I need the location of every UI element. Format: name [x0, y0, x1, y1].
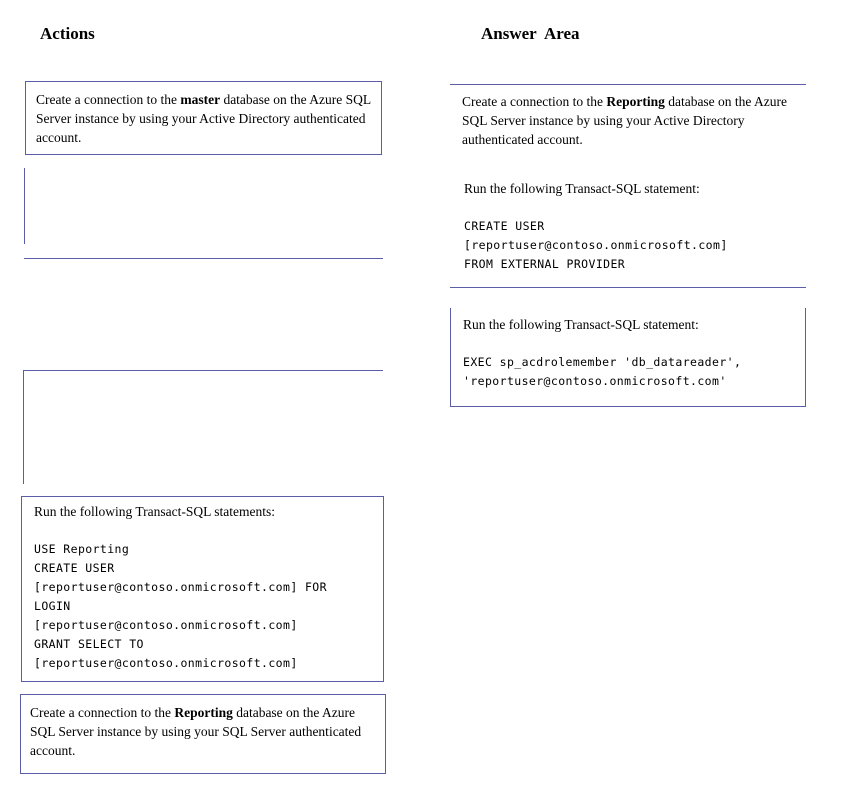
action-run-tsql-create-login[interactable] — [21, 496, 384, 682]
code-line: LOGIN — [34, 599, 71, 613]
answer-intro-text: Run the following Transact-SQL statement: — [463, 317, 699, 332]
code-line: [reportuser@contoso.onmicrosoft.com] FOR — [34, 580, 327, 594]
code-line: CREATE USER — [464, 219, 545, 233]
code-line: GRANT SELECT TO — [34, 637, 144, 651]
action-intro-text: Run the following Transact-SQL statements: — [34, 504, 275, 519]
action-connect-reporting-sql-auth[interactable] — [20, 694, 386, 774]
answer-intro-text: Run the following Transact-SQL statement: — [464, 181, 700, 196]
code-line: USE Reporting — [34, 542, 130, 556]
answer-run-tsql-add-role-member[interactable] — [450, 308, 806, 407]
answer-run-tsql-create-user-external[interactable] — [450, 174, 806, 288]
code-line: [reportuser@contoso.onmicrosoft.com] — [464, 238, 728, 252]
code-line: EXEC sp_acdrolemember 'db_datareader', — [463, 355, 742, 369]
answer-text-post: database on the Azure SQL Server instance by using your Active Directory authenticated account. — [462, 94, 788, 147]
code-line: [reportuser@contoso.onmicrosoft.com] — [34, 656, 298, 670]
action-text-pre: Create a connection to the — [30, 705, 175, 720]
code-line: FROM EXTERNAL PROVIDER — [464, 257, 626, 271]
answer-text-pre: Create a connection to the — [462, 94, 607, 109]
action-text-pre: Create a connection to the — [36, 92, 181, 107]
code-line: 'reportuser@contoso.onmicrosoft.com' — [463, 374, 727, 388]
code-line: CREATE USER — [34, 561, 115, 575]
action-text-bold: master — [180, 92, 221, 107]
code-line: [reportuser@contoso.onmicrosoft.com] — [34, 618, 298, 632]
action-text-post: database on the Azure SQL Server instance by using your SQL Server authenticated account. — [30, 705, 362, 758]
action-text-post: database on the Azure SQL Server instance by using your Active Directory authenticated account. — [36, 92, 371, 145]
answer-connect-reporting-ad[interactable] — [450, 84, 806, 154]
action-connect-master-ad[interactable] — [25, 81, 382, 155]
action-text-bold: Reporting — [174, 705, 233, 720]
answer-text-bold: Reporting — [606, 94, 665, 109]
actions-heading: Actions — [40, 24, 95, 43]
answer-area-heading: Answer Area — [481, 24, 580, 43]
